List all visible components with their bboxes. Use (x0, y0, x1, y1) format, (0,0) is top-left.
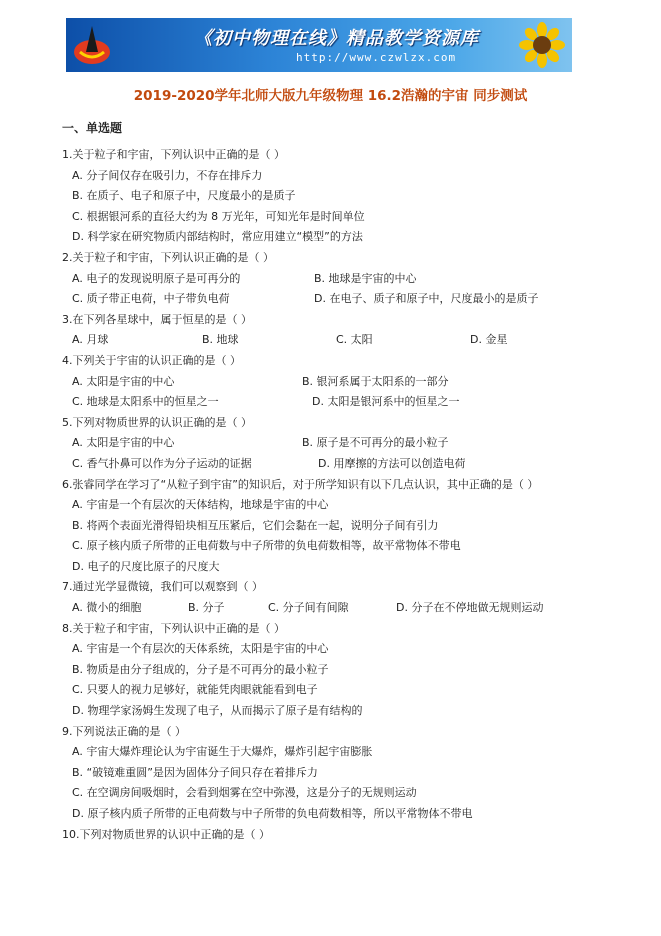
option-a: A. 宇宙是一个有层次的天体系统，太阳是宇宙的中心 (72, 642, 329, 656)
option-d: D. 物理学家汤姆生发现了电子，从而揭示了原子是有结构的 (72, 704, 363, 718)
question-stem: 3.在下列各星球中，属于恒星的是（ ） (62, 312, 252, 326)
question-2 (62, 248, 642, 310)
question-stem: 5.下列对物质世界的认识正确的是（ ） (62, 415, 252, 429)
option-a: A. 微小的细胞 (72, 601, 142, 615)
option-d: D. 在电子、质子和原子中，尺度最小的是质子 (314, 292, 539, 306)
header-banner (66, 18, 572, 72)
option-d: D. 用摩擦的方法可以创造电荷 (318, 456, 466, 470)
banner-url: http://www.czwlzx.com (296, 51, 457, 64)
sunflower-icon (518, 22, 566, 68)
question-stem: 1.关于粒子和宇宙，下列认识中正确的是（ ） (62, 148, 285, 161)
option-d: D. 原子核内质子所带的正电荷数与中子所带的负电荷数相等，所以平常物体不带电 (72, 807, 473, 820)
option-b: B. 银河系属于太阳系的一部分 (302, 374, 449, 388)
document-title: 2019-2020学年北师大版九年级物理 16.2浩瀚的宇宙 同步测试 (133, 88, 528, 104)
question-9 (62, 722, 642, 825)
option-b: B. 分子 (188, 601, 225, 615)
question-stem: 4.下列关于宇宙的认识正确的是（ ） (62, 353, 241, 367)
option-a: A. 分子间仅存在吸引力，不存在排斥力 (72, 168, 263, 182)
option-b: B. 原子是不可再分的最小粒子 (302, 436, 449, 450)
question-stem: 7.通过光学显微镜，我们可以观察到（ ） (62, 580, 263, 594)
question-list (62, 145, 642, 845)
question-stem: 8.关于粒子和宇宙，下列认识中正确的是（ ） (62, 621, 285, 635)
option-a: A. 宇宙是一个有层次的天体结构，地球是宇宙的中心 (72, 498, 329, 512)
option-c: C. 分子间有间隙 (268, 601, 349, 615)
option-d: D. 金星 (470, 333, 508, 347)
option-a: A. 太阳是宇宙的中心 (72, 436, 175, 450)
option-b: B. 将两个表面光滑得铅块相互压紧后，它们会黏在一起，说明分子间有引力 (72, 518, 439, 532)
option-c: C. 太阳 (336, 333, 373, 347)
banner-title: 《初中物理在线》精品教学资源库 (194, 28, 479, 49)
question-1 (62, 145, 642, 248)
question-3 (62, 310, 642, 351)
option-b: B. 地球是宇宙的中心 (314, 271, 417, 285)
option-d: D. 科学家在研究物质内部结构时，常应用建立“模型”的方法 (72, 230, 363, 244)
option-c: C. 香气扑鼻可以作为分子运动的证据 (72, 456, 252, 470)
option-a: A. 月球 (72, 333, 109, 347)
option-c: C. 原子核内质子所带的正电荷数与中子所带的负电荷数相等，故平常物体不带电 (72, 539, 461, 553)
site-logo (72, 22, 112, 68)
option-b: B. “破镜难重圆”是因为固体分子间只存在着排斥力 (72, 765, 318, 779)
question-4 (62, 351, 642, 413)
question-6 (62, 475, 642, 578)
question-stem: 10.下列对物质世界的认识中正确的是（ ） (62, 827, 270, 841)
question-8 (62, 619, 642, 722)
option-d: D. 分子在不停地做无规则运动 (396, 601, 544, 615)
question-10 (62, 825, 642, 846)
section-heading: 一、单选题 (62, 121, 123, 135)
question-7 (62, 577, 642, 618)
option-c: C. 在空调房间吸烟时，会看到烟雾在空中弥漫，这是分子的无规则运动 (72, 786, 417, 800)
option-d: D. 太阳是银河系中的恒星之一 (312, 395, 460, 409)
option-b: B. 地球 (202, 333, 239, 347)
option-a: A. 宇宙大爆炸理论认为宇宙诞生于大爆炸，爆炸引起宇宙膨胀 (72, 745, 373, 759)
option-b: B. 物质是由分子组成的，分子是不可再分的最小粒子 (72, 662, 329, 676)
option-c: C. 只要人的视力足够好，就能凭肉眼就能看到电子 (72, 683, 318, 697)
option-c: C. 地球是太阳系中的恒星之一 (72, 395, 219, 409)
option-b: B. 在质子、电子和原子中，尺度最小的是质子 (72, 189, 296, 203)
option-a: A. 太阳是宇宙的中心 (72, 374, 175, 388)
question-5 (62, 413, 642, 475)
question-stem: 2.关于粒子和宇宙，下列认识正确的是（ ） (62, 250, 274, 264)
option-c: C. 质子带正电荷，中子带负电荷 (72, 292, 230, 306)
question-stem: 9.下列说法正确的是（ ） (62, 724, 186, 738)
option-c: C. 根据银河系的直径大约为 8 万光年，可知光年是时间单位 (72, 209, 365, 223)
option-a: A. 电子的发现说明原子是可再分的 (72, 271, 241, 285)
option-d: D. 电子的尺度比原子的尺度大 (72, 559, 220, 573)
question-stem: 6.张睿同学在学习了“从粒子到宇宙”的知识后，对于所学知识有以下几点认识，其中正确的是（ ） (62, 477, 539, 491)
